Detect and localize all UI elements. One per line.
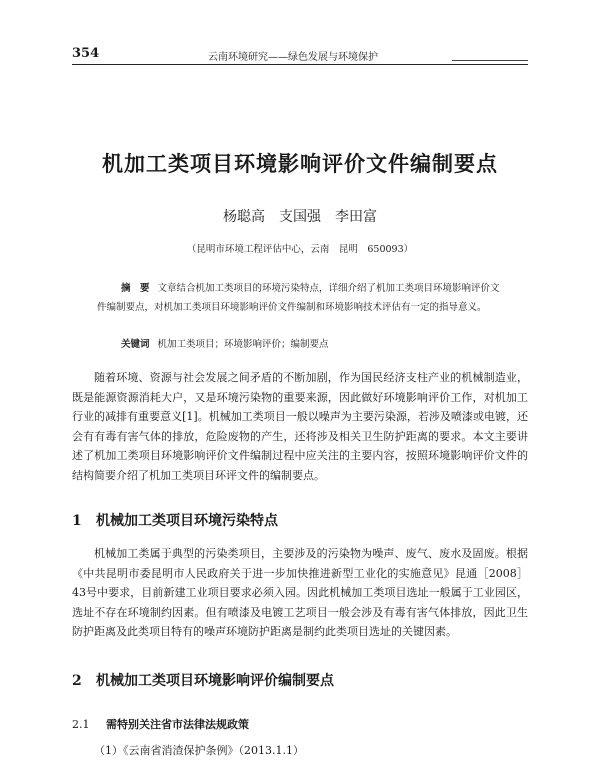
subsection-2-1-title: 需特别关注省市法律法规政策	[106, 718, 249, 731]
keywords-text: 机加工类项目；环境影响评价；编制要点	[157, 339, 329, 350]
article-affiliation: （昆明市环境工程评估中心，云南 昆明 650093）	[186, 244, 414, 255]
section-1-heading	[72, 510, 278, 530]
intro-paragraph: 随着环境、资源与社会发展之间矛盾的不断加剧，作为国民经济支柱产业的机械制造业，既是能源资源消耗大户，又是环境污染物的重要来源，因此做好环境影响评价工作，对机加工行业的减排有重要意义[1]。机械加工类项目一般以噪声为主要污染源，若涉及喷漆或电镀，还会有有毒有害气体的排放，危险废物的产生，还将涉及相关卫生防护距离的要求。本文主要讲述了机加工类项目环境影响评价文件编制过程中应关注的主要内容，按照环境影响评价文件的结构简要介绍了机加工类项目环评文件的编制要点。	[72, 371, 528, 482]
keywords-label: 关键词	[121, 339, 150, 350]
subsection-2-1-heading	[72, 716, 249, 732]
section-2-title: 机械加工类项目环境影响评价编制要点	[96, 673, 334, 689]
section-1-title: 机械加工类项目环境污染特点	[96, 513, 278, 529]
section-1-paragraph: 机械加工类属于典型的污染类项目，主要涉及的污染物为噪声、废气、废水及固废。根据《中共昆明市委昆明市人民政府关于进一步加快推进新型工业化的实施意见》昆通［2008］43号中要求，目前新建工业项目要求必须入园。因此机械加工类项目选址一般属于工业园区，选址不存在环境制约因素。但有喷漆及电镀工艺项目一般会涉及有毒有害气体排放，因此卫生防护距离及此类项目特有的噪声环境防护距离是制约此类项目选址的关键因素。	[72, 547, 528, 639]
running-head: 云南环境研究——绿色发展与环境保护	[208, 52, 378, 63]
abstract-text: 文章结合机加工类项目的环境污染特点，详细介绍了机加工类项目环境影响评价文件编制要点，对机加工类项目环境影响评价文件编制和环境影响技术评估有一定的指导意义。	[97, 283, 500, 313]
page-header	[72, 40, 528, 66]
page-number: 354	[72, 46, 100, 61]
section-1-number: 1	[72, 513, 82, 529]
header-rule-accent	[452, 60, 528, 61]
abstract-label: 摘 要	[121, 283, 150, 294]
header-rule	[72, 64, 528, 65]
keywords	[97, 335, 507, 354]
article-title: 机加工类项目环境影响评价文件编制要点	[102, 151, 498, 176]
abstract	[97, 279, 507, 317]
article-authors: 杨聪高 支国强 李田富	[223, 209, 377, 225]
section-2-number: 2	[72, 673, 82, 689]
subsection-2-1-number: 2.1	[72, 718, 90, 731]
section-2-heading	[72, 670, 334, 690]
list-item: （1）《云南省消渣保护条例》（2013.1.1）	[94, 744, 304, 757]
